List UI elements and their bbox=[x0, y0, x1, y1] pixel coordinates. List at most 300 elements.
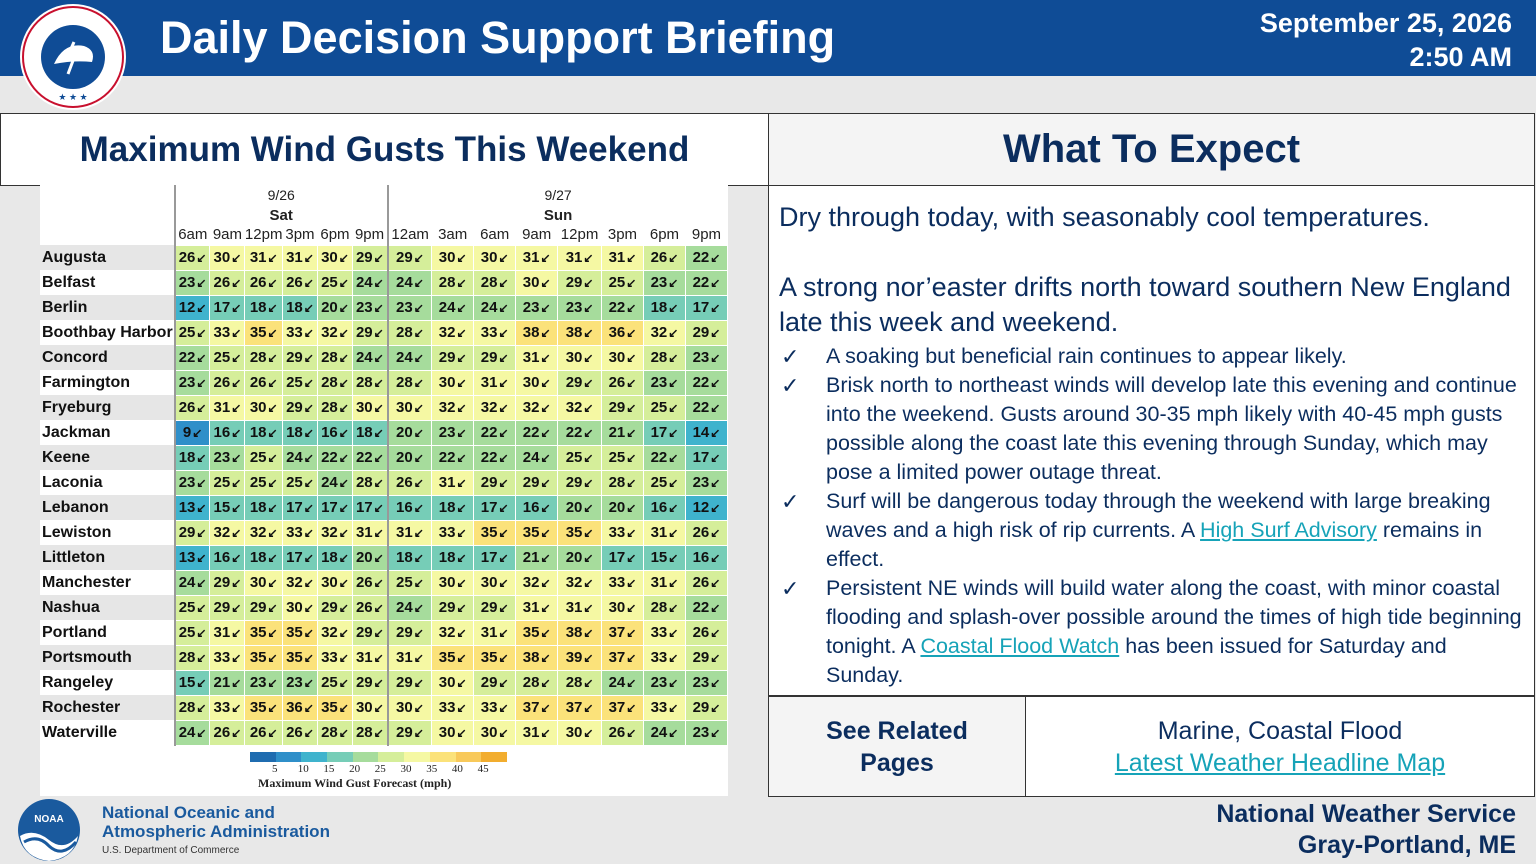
gust-cell: 23↙ bbox=[685, 470, 727, 495]
wind-direction-icon: ↙ bbox=[338, 576, 349, 590]
city-label: Waterville bbox=[42, 723, 117, 741]
gust-cell: 29↙ bbox=[516, 470, 558, 495]
gust-cell: 36↙ bbox=[601, 320, 643, 345]
gust-cell: 23↙ bbox=[210, 445, 245, 470]
wind-direction-icon: ↙ bbox=[267, 276, 278, 290]
wind-direction-icon: ↙ bbox=[456, 701, 467, 715]
wind-direction-icon: ↙ bbox=[303, 351, 314, 365]
city-label: Rochester bbox=[40, 695, 175, 720]
table-row bbox=[40, 270, 728, 295]
gust-cell: 28↙ bbox=[317, 395, 352, 420]
wind-direction-icon: ↙ bbox=[626, 376, 637, 390]
wind-direction-icon: ↙ bbox=[583, 476, 594, 490]
gust-cell: 31↙ bbox=[516, 595, 558, 620]
wind-direction-icon: ↙ bbox=[710, 476, 721, 490]
gust-cell: 29↙ bbox=[388, 670, 432, 695]
gust-cell: 23↙ bbox=[558, 295, 602, 320]
gust-cell: 23↙ bbox=[685, 345, 727, 370]
wind-direction-icon: ↙ bbox=[231, 476, 242, 490]
wind-direction-icon: ↙ bbox=[373, 251, 384, 265]
gust-cell: 29↙ bbox=[245, 595, 283, 620]
gust-cell: 32↙ bbox=[474, 395, 516, 420]
city-label: Boothbay Harbor bbox=[42, 323, 173, 341]
wind-direction-icon: ↙ bbox=[583, 276, 594, 290]
gust-cell: 31↙ bbox=[474, 620, 516, 645]
wind-direction-icon: ↙ bbox=[267, 601, 278, 615]
wind-direction-icon: ↙ bbox=[413, 251, 424, 265]
table-row bbox=[40, 445, 728, 470]
check-icon: ✓ bbox=[781, 344, 800, 369]
wind-direction-icon: ↙ bbox=[231, 551, 242, 565]
wind-direction-icon: ↙ bbox=[540, 376, 551, 390]
gust-cell: 37↙ bbox=[516, 695, 558, 720]
city-label: Rangeley bbox=[42, 673, 114, 691]
gust-cell: 29↙ bbox=[352, 320, 387, 345]
gust-cell: 31↙ bbox=[516, 245, 558, 270]
gust-cell: 17↙ bbox=[685, 295, 727, 320]
gust-cell: 28↙ bbox=[558, 670, 602, 695]
gust-cell: 33↙ bbox=[210, 645, 245, 670]
gust-cell: 33↙ bbox=[282, 320, 317, 345]
gust-cell: 29↙ bbox=[601, 395, 643, 420]
day-date: 9/27 bbox=[388, 185, 728, 205]
gust-cell: 25↙ bbox=[282, 370, 317, 395]
gust-cell: 22↙ bbox=[643, 445, 685, 470]
office-line-1: National Weather Service bbox=[1216, 800, 1516, 828]
gust-cell: 31↙ bbox=[388, 520, 432, 545]
bullet-item bbox=[779, 371, 1524, 487]
wind-direction-icon: ↙ bbox=[196, 526, 207, 540]
gust-cell: 26↙ bbox=[282, 270, 317, 295]
gust-cell: 38↙ bbox=[558, 620, 602, 645]
gust-cell: 33↙ bbox=[474, 320, 516, 345]
legend-swatch bbox=[430, 752, 456, 762]
table-row bbox=[40, 595, 728, 620]
gust-cell: 25↙ bbox=[601, 270, 643, 295]
wind-direction-icon: ↙ bbox=[540, 601, 551, 615]
briefing-date: September 25, 2026 bbox=[1259, 8, 1512, 38]
gust-cell: 23↙ bbox=[175, 470, 210, 495]
wind-direction-icon: ↙ bbox=[303, 376, 314, 390]
wind-direction-icon: ↙ bbox=[583, 676, 594, 690]
page-title: Daily Decision Support Briefing bbox=[160, 12, 836, 63]
gust-cell: 33↙ bbox=[601, 520, 643, 545]
gust-cell: 18↙ bbox=[245, 545, 283, 570]
gust-cell: 24↙ bbox=[432, 295, 474, 320]
gust-cell: 33↙ bbox=[643, 645, 685, 670]
city-label: Belfast bbox=[42, 273, 96, 291]
wind-direction-icon: ↙ bbox=[303, 426, 314, 440]
wind-direction-icon: ↙ bbox=[413, 476, 424, 490]
wind-direction-icon: ↙ bbox=[626, 276, 637, 290]
gust-cell: 37↙ bbox=[558, 695, 602, 720]
legend-tick: 45 bbox=[477, 763, 489, 775]
gust-cell: 32↙ bbox=[516, 395, 558, 420]
gust-cell: 32↙ bbox=[210, 520, 245, 545]
wind-direction-icon: ↙ bbox=[196, 701, 207, 715]
bullet-text bbox=[826, 487, 1524, 574]
gust-cell: 22↙ bbox=[317, 445, 352, 470]
gust-cell: 23↙ bbox=[175, 270, 210, 295]
gust-cell: 16↙ bbox=[516, 495, 558, 520]
gust-cell: 23↙ bbox=[643, 370, 685, 395]
gust-cell: 25↙ bbox=[245, 445, 283, 470]
gust-cell: 28↙ bbox=[643, 345, 685, 370]
wind-direction-icon: ↙ bbox=[196, 351, 207, 365]
wind-direction-icon: ↙ bbox=[267, 351, 278, 365]
high-surf-advisory-link[interactable]: High Surf Advisory bbox=[1200, 518, 1377, 542]
wind-direction-icon: ↙ bbox=[231, 501, 242, 515]
wind-direction-icon: ↙ bbox=[338, 651, 349, 665]
wind-direction-icon: ↙ bbox=[413, 676, 424, 690]
gust-cell: 37↙ bbox=[601, 620, 643, 645]
gust-cell: 24↙ bbox=[175, 720, 210, 745]
gust-cell: 20↙ bbox=[558, 495, 602, 520]
wind-direction-icon: ↙ bbox=[710, 701, 721, 715]
gust-cell: 25↙ bbox=[175, 320, 210, 345]
wind-direction-icon: ↙ bbox=[303, 601, 314, 615]
wind-direction-icon: ↙ bbox=[710, 376, 721, 390]
wind-direction-icon: ↙ bbox=[668, 451, 679, 465]
gust-cell: 25↙ bbox=[643, 395, 685, 420]
gust-cell: 25↙ bbox=[210, 470, 245, 495]
wind-direction-icon: ↙ bbox=[583, 501, 594, 515]
gust-cell: 26↙ bbox=[601, 370, 643, 395]
wind-direction-icon: ↙ bbox=[498, 701, 509, 715]
expect-bullets bbox=[779, 342, 1524, 690]
wind-direction-icon: ↙ bbox=[668, 251, 679, 265]
wind-direction-icon: ↙ bbox=[710, 651, 721, 665]
gust-cell: 25↙ bbox=[643, 470, 685, 495]
gust-cell: 24↙ bbox=[516, 445, 558, 470]
gust-cell: 23↙ bbox=[685, 670, 727, 695]
wind-direction-icon: ↙ bbox=[668, 376, 679, 390]
gust-cell: 35↙ bbox=[516, 620, 558, 645]
gust-cell: 28↙ bbox=[175, 645, 210, 670]
wind-direction-icon: ↙ bbox=[583, 251, 594, 265]
gust-cell: 24↙ bbox=[175, 570, 210, 595]
wind-direction-icon: ↙ bbox=[626, 651, 637, 665]
wind-direction-icon: ↙ bbox=[583, 301, 594, 315]
gust-cell: 30↙ bbox=[601, 345, 643, 370]
wind-direction-icon: ↙ bbox=[338, 276, 349, 290]
wind-direction-icon: ↙ bbox=[583, 401, 594, 415]
wind-direction-icon: ↙ bbox=[338, 501, 349, 515]
wind-direction-icon: ↙ bbox=[267, 326, 278, 340]
gust-cell: 29↙ bbox=[685, 320, 727, 345]
gust-cell: 25↙ bbox=[282, 470, 317, 495]
bullet-text-after: has been issued for Saturday and Sunday. bbox=[826, 634, 1447, 687]
gust-cell: 29↙ bbox=[282, 395, 317, 420]
wind-direction-icon: ↙ bbox=[303, 476, 314, 490]
wind-direction-icon: ↙ bbox=[710, 301, 721, 315]
time-label: 6pm bbox=[649, 226, 680, 244]
wind-gust-table bbox=[40, 185, 728, 746]
gust-cell: 31↙ bbox=[474, 370, 516, 395]
wind-direction-icon: ↙ bbox=[668, 576, 679, 590]
gust-cell: 23↙ bbox=[352, 295, 387, 320]
wind-direction-icon: ↙ bbox=[413, 376, 424, 390]
gust-cell: 32↙ bbox=[317, 620, 352, 645]
wind-direction-icon: ↙ bbox=[231, 626, 242, 640]
gust-cell: 25↙ bbox=[175, 620, 210, 645]
city-label: Portsmouth bbox=[40, 645, 175, 670]
table-row bbox=[40, 720, 728, 745]
wind-direction-icon: ↙ bbox=[583, 351, 594, 365]
gust-cell: 26↙ bbox=[282, 720, 317, 745]
gust-cell: 17↙ bbox=[352, 495, 387, 520]
wind-direction-icon: ↙ bbox=[668, 276, 679, 290]
gust-cell: 33↙ bbox=[282, 520, 317, 545]
wind-direction-icon: ↙ bbox=[710, 626, 721, 640]
wind-direction-icon: ↙ bbox=[303, 451, 314, 465]
gust-cell: 32↙ bbox=[282, 570, 317, 595]
bullet-text bbox=[826, 574, 1524, 690]
gust-cell: 22↙ bbox=[685, 395, 727, 420]
wind-direction-icon: ↙ bbox=[540, 501, 551, 515]
wind-direction-icon: ↙ bbox=[710, 551, 721, 565]
table-row bbox=[40, 370, 728, 395]
city-label: Keene bbox=[40, 445, 175, 470]
wind-direction-icon: ↙ bbox=[626, 576, 637, 590]
wind-direction-icon: ↙ bbox=[626, 301, 637, 315]
wind-direction-icon: ↙ bbox=[583, 376, 594, 390]
gust-cell: 25↙ bbox=[317, 270, 352, 295]
wind-direction-icon: ↙ bbox=[267, 726, 278, 740]
table-row bbox=[40, 545, 728, 570]
wind-direction-icon: ↙ bbox=[540, 401, 551, 415]
wind-direction-icon: ↙ bbox=[668, 326, 679, 340]
wind-direction-icon: ↙ bbox=[267, 301, 278, 315]
gust-cell: 23↙ bbox=[643, 270, 685, 295]
wind-direction-icon: ↙ bbox=[668, 676, 679, 690]
legend-tick: 25 bbox=[374, 763, 386, 775]
legend-swatch bbox=[353, 752, 379, 762]
gust-cell: 30↙ bbox=[601, 595, 643, 620]
wind-direction-icon: ↙ bbox=[303, 276, 314, 290]
gust-cell: 18↙ bbox=[352, 420, 387, 445]
gust-cell: 20↙ bbox=[601, 495, 643, 520]
time-label: 9pm bbox=[691, 226, 722, 244]
wind-direction-icon: ↙ bbox=[338, 326, 349, 340]
wind-direction-icon: ↙ bbox=[583, 726, 594, 740]
gust-cell: 29↙ bbox=[432, 345, 474, 370]
gust-cell: 17↙ bbox=[210, 295, 245, 320]
wind-direction-icon: ↙ bbox=[267, 576, 278, 590]
table-row bbox=[40, 620, 728, 645]
gust-cell: 18↙ bbox=[245, 295, 283, 320]
gust-cell: 28↙ bbox=[352, 470, 387, 495]
gust-cell: 22↙ bbox=[685, 595, 727, 620]
city-label: Concord bbox=[40, 345, 175, 370]
wind-direction-icon: ↙ bbox=[231, 326, 242, 340]
wind-direction-icon: ↙ bbox=[303, 326, 314, 340]
table-row bbox=[40, 470, 728, 495]
wind-direction-icon: ↙ bbox=[303, 251, 314, 265]
legend-tick: 40 bbox=[451, 763, 463, 775]
wind-direction-icon: ↙ bbox=[373, 526, 384, 540]
gust-cell: 22↙ bbox=[685, 370, 727, 395]
time-label: 9pm bbox=[354, 226, 385, 244]
gust-cell: 38↙ bbox=[558, 320, 602, 345]
gust-cell: 15↙ bbox=[643, 545, 685, 570]
wind-direction-icon: ↙ bbox=[540, 251, 551, 265]
wind-direction-icon: ↙ bbox=[231, 601, 242, 615]
gust-cell: 26↙ bbox=[685, 620, 727, 645]
wind-direction-icon: ↙ bbox=[540, 476, 551, 490]
gust-cell: 29↙ bbox=[210, 595, 245, 620]
gust-cell: 30↙ bbox=[388, 395, 432, 420]
gust-cell: 30↙ bbox=[317, 570, 352, 595]
wind-direction-icon: ↙ bbox=[196, 601, 207, 615]
wind-direction-icon: ↙ bbox=[231, 351, 242, 365]
wind-direction-icon: ↙ bbox=[196, 726, 207, 740]
gust-cell: 17↙ bbox=[282, 495, 317, 520]
wind-direction-icon: ↙ bbox=[373, 301, 384, 315]
wind-direction-icon: ↙ bbox=[626, 426, 637, 440]
gust-cell: 23↙ bbox=[643, 670, 685, 695]
wind-direction-icon: ↙ bbox=[583, 601, 594, 615]
gust-cell: 24↙ bbox=[601, 670, 643, 695]
gust-cell: 29↙ bbox=[685, 645, 727, 670]
gust-cell: 30↙ bbox=[516, 370, 558, 395]
gust-cell: 37↙ bbox=[601, 695, 643, 720]
wind-direction-icon: ↙ bbox=[456, 401, 467, 415]
wind-direction-icon: ↙ bbox=[338, 601, 349, 615]
gust-cell: 16↙ bbox=[643, 495, 685, 520]
gust-cell: 31↙ bbox=[210, 395, 245, 420]
gust-cell: 14↙ bbox=[685, 420, 727, 445]
gust-cell: 30↙ bbox=[388, 695, 432, 720]
wind-direction-icon: ↙ bbox=[413, 501, 424, 515]
gust-cell: 29↙ bbox=[352, 670, 387, 695]
gust-cell: 26↙ bbox=[352, 595, 387, 620]
wind-direction-icon: ↙ bbox=[196, 276, 207, 290]
noaa-logo-text: NOAA bbox=[34, 814, 64, 825]
gust-cell: 29↙ bbox=[352, 245, 387, 270]
gust-cell: 32↙ bbox=[516, 570, 558, 595]
wind-direction-icon: ↙ bbox=[196, 576, 207, 590]
wind-direction-icon: ↙ bbox=[668, 601, 679, 615]
wind-direction-icon: ↙ bbox=[192, 426, 203, 440]
gust-cell: 32↙ bbox=[558, 395, 602, 420]
wind-direction-icon: ↙ bbox=[413, 326, 424, 340]
wind-direction-icon: ↙ bbox=[196, 626, 207, 640]
day-date: 9/26 bbox=[175, 185, 388, 205]
wind-direction-icon: ↙ bbox=[626, 626, 637, 640]
coastal-flood-watch-link[interactable]: Coastal Flood Watch bbox=[920, 634, 1120, 658]
wind-direction-icon: ↙ bbox=[626, 726, 637, 740]
wind-direction-icon: ↙ bbox=[231, 426, 242, 440]
legend-tick: 35 bbox=[426, 763, 438, 775]
gust-cell: 26↙ bbox=[685, 570, 727, 595]
gust-cell: 17↙ bbox=[474, 495, 516, 520]
wind-direction-icon: ↙ bbox=[498, 401, 509, 415]
related-text: Marine, Coastal Flood bbox=[1157, 716, 1403, 745]
wind-direction-icon: ↙ bbox=[498, 501, 509, 515]
gust-cell: 16↙ bbox=[210, 545, 245, 570]
gust-cell: 28↙ bbox=[352, 720, 387, 745]
wind-direction-icon: ↙ bbox=[338, 701, 349, 715]
gust-cell: 33↙ bbox=[643, 695, 685, 720]
wind-direction-icon: ↙ bbox=[498, 676, 509, 690]
wind-direction-icon: ↙ bbox=[231, 276, 242, 290]
gust-cell: 23↙ bbox=[388, 295, 432, 320]
gust-cell: 38↙ bbox=[516, 645, 558, 670]
wind-direction-icon: ↙ bbox=[267, 651, 278, 665]
gust-cell: 29↙ bbox=[558, 270, 602, 295]
bullet-item bbox=[779, 574, 1524, 690]
gust-cell: 18↙ bbox=[175, 445, 210, 470]
wind-direction-icon: ↙ bbox=[373, 551, 384, 565]
gust-cell: 31↙ bbox=[643, 520, 685, 545]
wind-direction-icon: ↙ bbox=[267, 626, 278, 640]
wind-direction-icon: ↙ bbox=[540, 526, 551, 540]
city-label: Manchester bbox=[42, 573, 131, 591]
legend-swatch bbox=[276, 752, 302, 762]
wind-direction-icon: ↙ bbox=[338, 301, 349, 315]
gust-cell: 31↙ bbox=[516, 345, 558, 370]
wind-direction-icon: ↙ bbox=[456, 526, 467, 540]
gust-cell: 25↙ bbox=[317, 670, 352, 695]
wind-direction-icon: ↙ bbox=[413, 651, 424, 665]
gust-cell: 29↙ bbox=[210, 570, 245, 595]
legend-swatch bbox=[456, 752, 482, 762]
gust-cell: 31↙ bbox=[210, 620, 245, 645]
gust-cell: 16↙ bbox=[210, 420, 245, 445]
wind-direction-icon: ↙ bbox=[338, 351, 349, 365]
wind-direction-icon: ↙ bbox=[540, 651, 551, 665]
wind-direction-icon: ↙ bbox=[626, 501, 637, 515]
gust-cell: 31↙ bbox=[352, 520, 387, 545]
gust-cell: 23↙ bbox=[685, 720, 727, 745]
gust-cell: 26↙ bbox=[601, 720, 643, 745]
table-row bbox=[40, 570, 728, 595]
wind-direction-icon: ↙ bbox=[710, 326, 721, 340]
gust-cell: 32↙ bbox=[432, 320, 474, 345]
gust-cell: 35↙ bbox=[245, 645, 283, 670]
wind-direction-icon: ↙ bbox=[456, 576, 467, 590]
wind-direction-icon: ↙ bbox=[413, 701, 424, 715]
gust-cell: 23↙ bbox=[516, 295, 558, 320]
headline-map-link[interactable]: Latest Weather Headline Map bbox=[1114, 748, 1446, 777]
wind-direction-icon: ↙ bbox=[413, 451, 424, 465]
wind-direction-icon: ↙ bbox=[456, 351, 467, 365]
wind-direction-icon: ↙ bbox=[540, 301, 551, 315]
gust-cell: 31↙ bbox=[643, 570, 685, 595]
wind-direction-icon: ↙ bbox=[626, 451, 637, 465]
gust-cell: 32↙ bbox=[317, 520, 352, 545]
gust-cell: 21↙ bbox=[516, 545, 558, 570]
wind-direction-icon: ↙ bbox=[668, 701, 679, 715]
gust-cell: 15↙ bbox=[210, 495, 245, 520]
wind-direction-icon: ↙ bbox=[196, 401, 207, 415]
wind-direction-icon: ↙ bbox=[196, 326, 207, 340]
wind-direction-icon: ↙ bbox=[373, 426, 384, 440]
wind-direction-icon: ↙ bbox=[231, 576, 242, 590]
wind-direction-icon: ↙ bbox=[456, 726, 467, 740]
gust-cell: 33↙ bbox=[474, 695, 516, 720]
wind-direction-icon: ↙ bbox=[498, 551, 509, 565]
gust-cell: 22↙ bbox=[175, 345, 210, 370]
wind-direction-icon: ↙ bbox=[303, 651, 314, 665]
gust-cell: 32↙ bbox=[245, 520, 283, 545]
bullet-text-after: remains in effect. bbox=[826, 518, 1483, 571]
gust-cell: 24↙ bbox=[352, 270, 387, 295]
gust-cell: 29↙ bbox=[558, 370, 602, 395]
gust-cell: 22↙ bbox=[352, 445, 387, 470]
time-label: 9am bbox=[212, 226, 243, 244]
